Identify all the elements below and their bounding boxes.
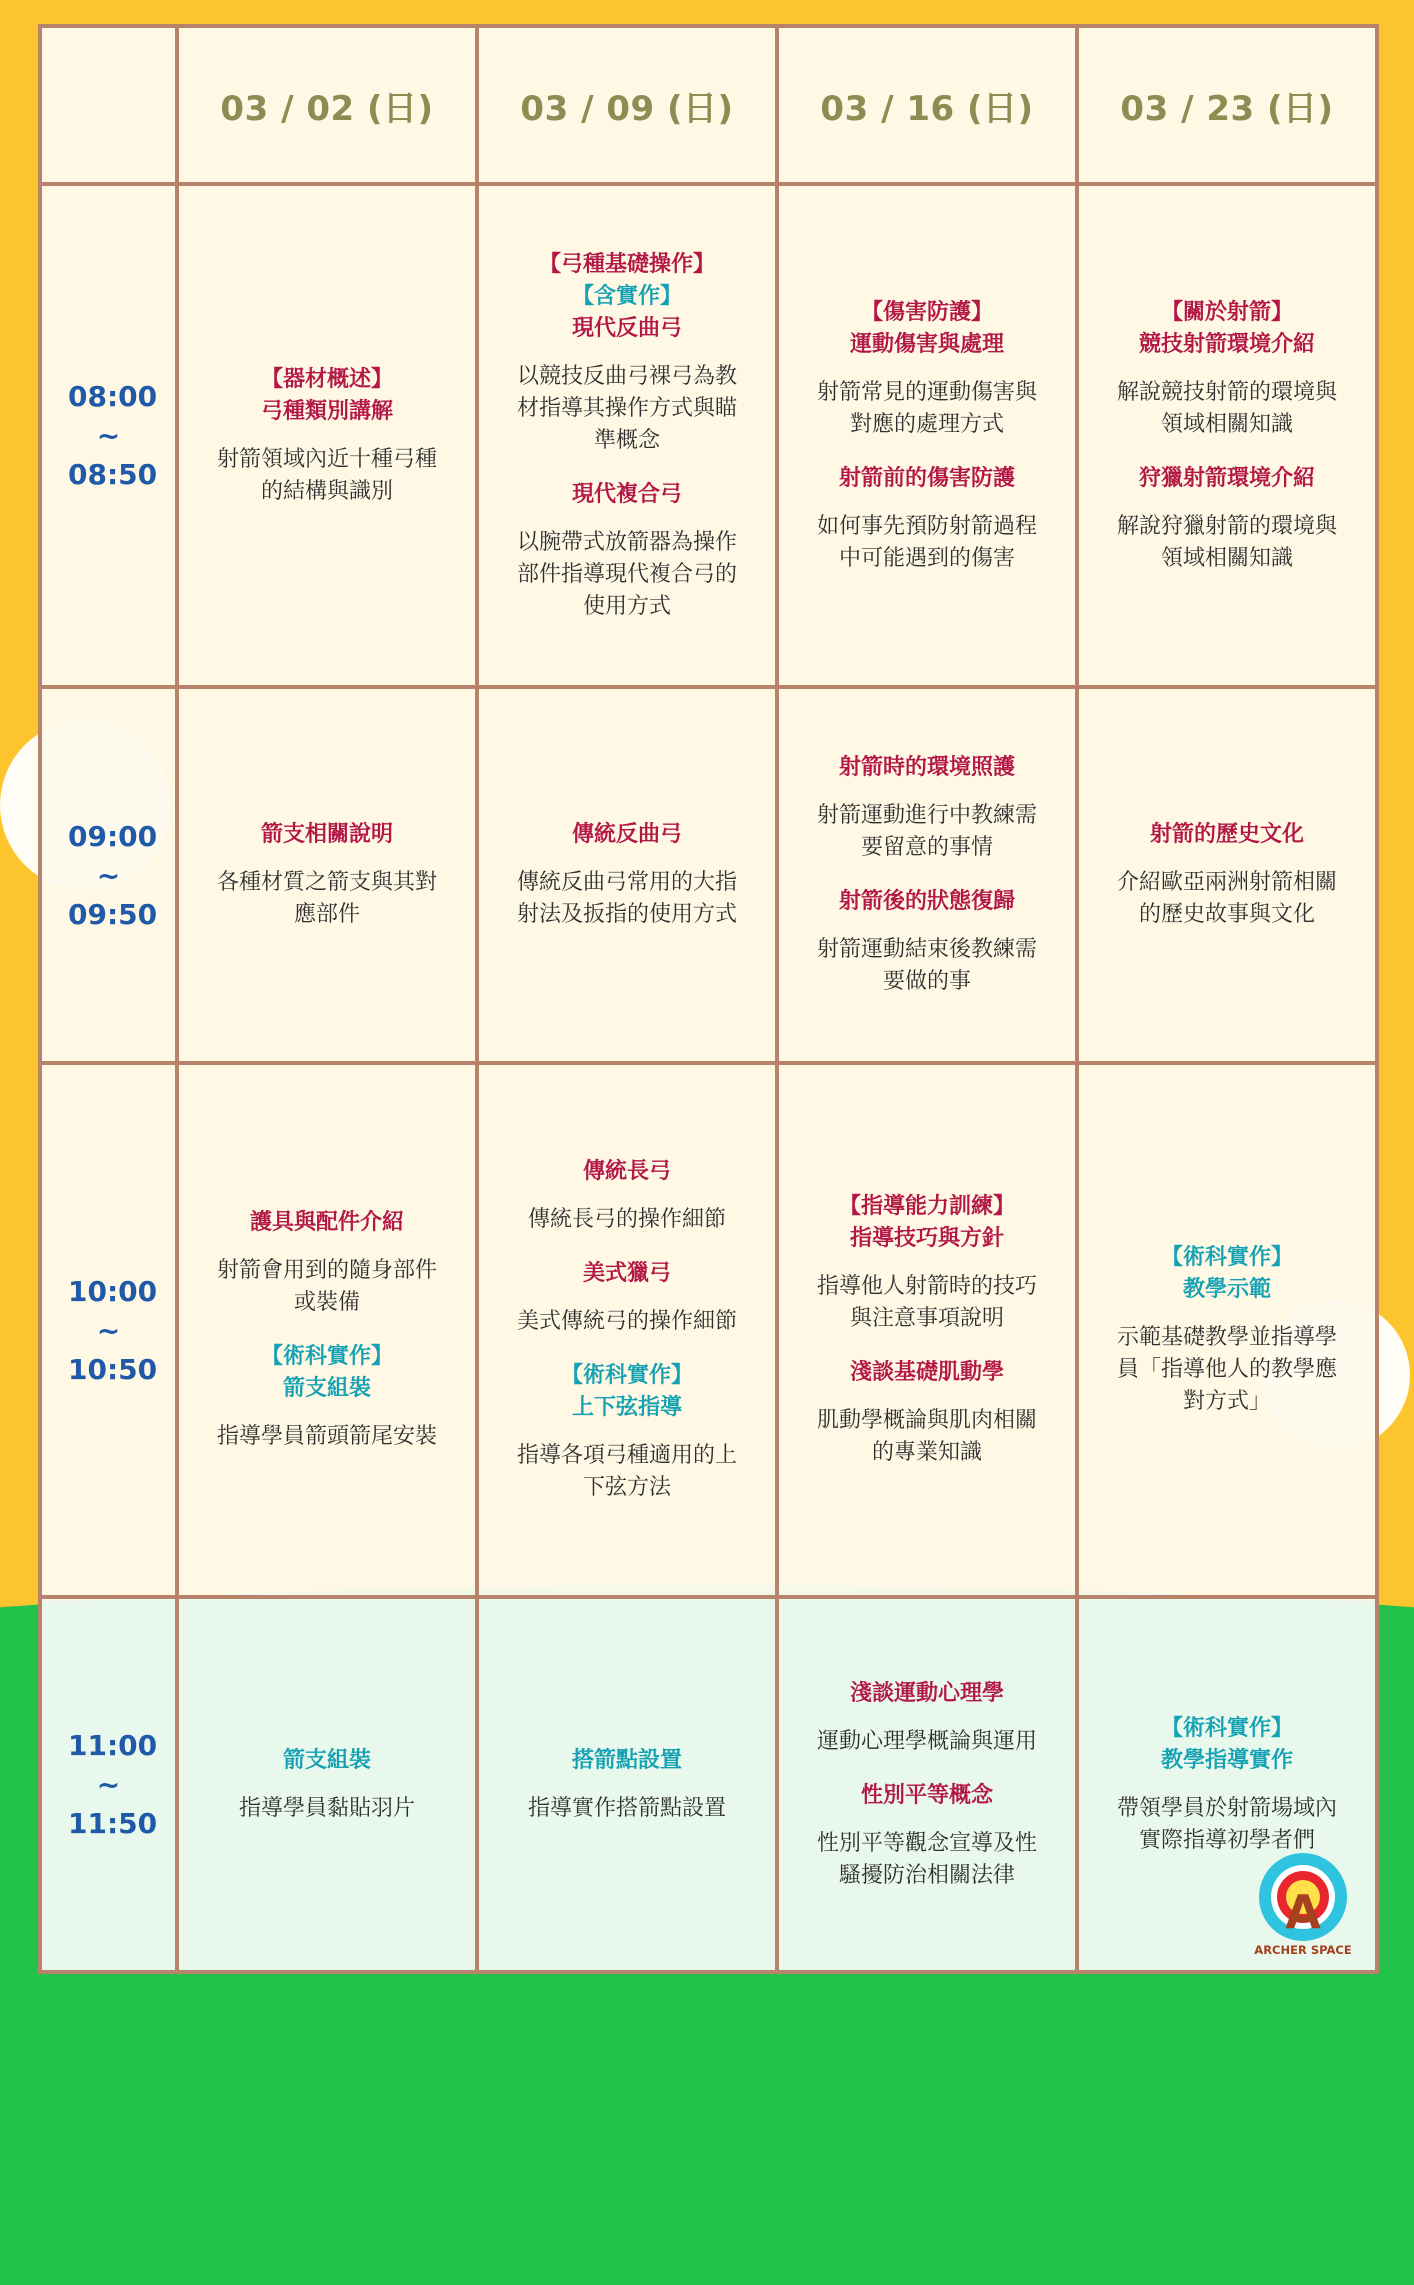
- time-cell: [40, 184, 177, 687]
- topic-description: [505, 361, 749, 457]
- session-topic: [805, 1191, 1049, 1335]
- topic-heading: 【術科實作】: [260, 1344, 393, 1369]
- topic-heading: 【傷害防護】: [860, 299, 993, 325]
- session-cell: [177, 687, 477, 1063]
- time-sep: ~: [96, 858, 121, 892]
- description-line: 的結構與識別: [260, 478, 393, 504]
- date-label: 03 / 02 (日): [220, 88, 434, 129]
- description-line: 帶領學員於射箭場域內: [1116, 1795, 1337, 1821]
- description-line: 應部件: [293, 902, 360, 927]
- description-line: 以競技反曲弓裸弓為教: [516, 363, 737, 389]
- topic-heading: 性別平等概念: [860, 1782, 993, 1808]
- topic-heading: 【器材概述】: [260, 366, 393, 392]
- description-line: 指導他人射箭時的技巧: [816, 1274, 1037, 1299]
- topic-description: [505, 867, 749, 931]
- topic-heading: 射箭時的環境照護: [838, 755, 1015, 780]
- description-line: 解說狩獵射箭的環境與: [1116, 513, 1337, 539]
- session-cell: [177, 1597, 477, 1972]
- topic-heading: 傳統反曲弓: [571, 822, 682, 847]
- topic-description: [805, 1271, 1049, 1335]
- topic-heading: 淺談運動心理學: [849, 1680, 1004, 1706]
- topic-heading: 射箭的歷史文化: [1149, 822, 1304, 847]
- session-cell: [477, 184, 777, 687]
- session-topic: [805, 1780, 1049, 1892]
- date-label: 03 / 09 (日): [520, 88, 734, 129]
- time-cell: [40, 687, 177, 1063]
- session-topic: [205, 1207, 449, 1319]
- description-line: 以腕帶式放箭器為操作: [516, 529, 737, 555]
- topic-heading: 教學示範: [1182, 1277, 1271, 1302]
- description-line: 各種材質之箭支與其對: [216, 870, 437, 895]
- description-line: 解說競技射箭的環境與: [1116, 379, 1337, 405]
- session-cell: [777, 687, 1077, 1063]
- session-topic: [1105, 297, 1349, 441]
- description-line: 傳統反曲弓常用的大指: [516, 870, 737, 895]
- description-line: 指導實作搭箭點設置: [527, 1795, 726, 1821]
- description-line: 材指導其操作方式與瞄: [516, 395, 737, 421]
- description-line: 介紹歐亞兩洲射箭相關: [1116, 870, 1337, 895]
- description-line: 傳統長弓的操作細節: [527, 1207, 726, 1232]
- description-line: 中可能遇到的傷害: [838, 545, 1015, 571]
- session-cell: [777, 1597, 1077, 1972]
- session-cell: [477, 1063, 777, 1597]
- topic-heading: 【術科實作】: [560, 1363, 693, 1388]
- session-cell: [1077, 687, 1377, 1063]
- topic-description: [1105, 1793, 1349, 1857]
- description-line: 運動心理學概論與運用: [816, 1728, 1037, 1754]
- description-line: 射法及扳指的使用方式: [516, 902, 737, 927]
- time-end: 08:50: [68, 458, 158, 491]
- topic-heading: 箭支相關說明: [260, 822, 393, 847]
- session-cell: [177, 184, 477, 687]
- description-line: 射箭運動結束後教練需: [816, 937, 1037, 962]
- time-sep: ~: [96, 1313, 121, 1347]
- session-topic: [805, 463, 1049, 575]
- topic-description: [805, 1405, 1049, 1469]
- topic-description: [205, 1421, 449, 1453]
- session-cell: [777, 1063, 1077, 1597]
- description-line: 指導學員黏貼羽片: [238, 1795, 415, 1821]
- description-line: 下弦方法: [582, 1475, 671, 1500]
- topic-heading: 淺談基礎肌動學: [849, 1360, 1004, 1385]
- session-topic: [805, 752, 1049, 864]
- topic-description: [1105, 511, 1349, 575]
- topic-heading: 護具與配件介紹: [249, 1210, 404, 1235]
- topic-heading: 射箭後的狀態復歸: [838, 889, 1015, 914]
- session-topic: [1105, 1713, 1349, 1857]
- topic-heading: 箭支組裝: [282, 1376, 371, 1401]
- corner-cell: [40, 26, 177, 184]
- topic-heading: 射箭前的傷害防護: [838, 465, 1015, 491]
- topic-heading: 傳統長弓: [582, 1159, 671, 1184]
- session-topic: [505, 1156, 749, 1236]
- description-line: 如何事先預防射箭過程: [816, 513, 1037, 539]
- session-topic: [505, 819, 749, 931]
- header-row: [40, 26, 1377, 184]
- topic-heading: 運動傷害與處理: [849, 331, 1004, 357]
- description-line: 射箭常見的運動傷害與: [816, 379, 1037, 405]
- description-line: 的歷史故事與文化: [1138, 902, 1315, 927]
- session-cell: [1077, 1063, 1377, 1597]
- date-header: [477, 26, 777, 184]
- description-line: 部件指導現代複合弓的: [516, 561, 737, 587]
- time-start: 11:00: [68, 1729, 158, 1762]
- topic-description: [805, 377, 1049, 441]
- session-cell: [177, 1063, 477, 1597]
- topic-heading: 競技射箭環境介紹: [1138, 331, 1315, 357]
- topic-description: [805, 1828, 1049, 1892]
- topic-heading: 【關於射箭】: [1160, 299, 1293, 325]
- topic-heading: 【術科實作】: [1160, 1715, 1293, 1741]
- time-cell: [40, 1597, 177, 1972]
- session-topic: [505, 479, 749, 623]
- topic-description: [505, 1306, 749, 1338]
- session-topic: [805, 1357, 1049, 1469]
- description-line: 肌動學概論與肌肉相關: [816, 1408, 1037, 1433]
- description-line: 實際指導初學者們: [1138, 1827, 1315, 1853]
- description-line: 指導各項弓種適用的上: [516, 1443, 737, 1468]
- topic-heading: 弓種類別講解: [260, 398, 393, 424]
- topic-heading: 教學指導實作: [1160, 1747, 1293, 1773]
- session-cell: [477, 687, 777, 1063]
- description-line: 示範基礎教學並指導學: [1116, 1325, 1337, 1350]
- date-header: [1077, 26, 1377, 184]
- topic-description: [505, 1440, 749, 1504]
- topic-description: [805, 511, 1049, 575]
- topic-heading: 搭箭點設置: [571, 1747, 682, 1773]
- archer-space-logo: [1248, 1850, 1358, 1960]
- session-topic: [505, 1745, 749, 1825]
- schedule-table: [38, 24, 1379, 1974]
- topic-description: [1105, 867, 1349, 931]
- topic-description: [505, 527, 749, 623]
- time-end: 11:50: [68, 1807, 158, 1840]
- topic-heading: 【指導能力訓練】: [838, 1194, 1015, 1219]
- time-end: 09:50: [68, 897, 158, 931]
- description-line: 對應的處理方式: [849, 411, 1004, 437]
- topic-description: [505, 1204, 749, 1236]
- time-cell: [40, 1063, 177, 1597]
- description-line: 美式傳統弓的操作細節: [516, 1309, 737, 1334]
- topic-heading: 【術科實作】: [1160, 1245, 1293, 1270]
- topic-heading: 【含實作】: [571, 283, 682, 309]
- session-topic: [205, 364, 449, 508]
- topic-heading: 指導技巧與方針: [849, 1226, 1004, 1251]
- session-topic: [1105, 819, 1349, 931]
- description-line: 射箭會用到的隨身部件: [216, 1258, 437, 1283]
- session-cell: [777, 184, 1077, 687]
- date-label: 03 / 23 (日): [1120, 88, 1334, 129]
- description-line: 與注意事項說明: [849, 1306, 1004, 1331]
- time-end: 10:50: [68, 1352, 158, 1386]
- topic-description: [205, 1255, 449, 1319]
- description-line: 準概念: [593, 427, 660, 453]
- topic-description: [805, 800, 1049, 864]
- description-line: 領域相關知識: [1160, 411, 1293, 437]
- time-sep: ~: [96, 1768, 121, 1801]
- topic-description: [505, 1793, 749, 1825]
- description-line: 要留意的事情: [860, 835, 993, 860]
- session-topic: [505, 1360, 749, 1504]
- description-line: 騷擾防治相關法律: [838, 1862, 1015, 1888]
- description-line: 對方式」: [1182, 1389, 1271, 1414]
- description-line: 射箭運動進行中教練需: [816, 803, 1037, 828]
- session-topic: [805, 1678, 1049, 1758]
- session-topic: [505, 249, 749, 457]
- time-sep: ~: [96, 419, 121, 452]
- topic-heading: 箭支組裝: [282, 1747, 371, 1773]
- description-line: 性別平等觀念宣導及性: [816, 1830, 1037, 1856]
- session-topic: [205, 1341, 449, 1453]
- time-start: 09:00: [68, 819, 158, 853]
- topic-description: [805, 1726, 1049, 1758]
- description-line: 使用方式: [582, 593, 671, 619]
- session-row: [40, 1597, 1377, 1972]
- session-topic: [505, 1258, 749, 1338]
- description-line: 指導學員箭頭箭尾安裝: [216, 1424, 437, 1449]
- session-topic: [1105, 463, 1349, 575]
- date-label: 03 / 16 (日): [820, 88, 1034, 129]
- topic-heading: 【弓種基礎操作】: [538, 251, 715, 277]
- topic-description: [205, 444, 449, 508]
- date-header: [177, 26, 477, 184]
- session-cell: [477, 1597, 777, 1972]
- date-header: [777, 26, 1077, 184]
- session-cell: [1077, 184, 1377, 687]
- topic-description: [805, 934, 1049, 998]
- topic-description: [1105, 1322, 1349, 1418]
- description-line: 射箭領域內近十種弓種: [216, 446, 437, 472]
- topic-heading: 現代反曲弓: [571, 315, 682, 341]
- session-row: [40, 1063, 1377, 1597]
- time-start: 10:00: [68, 1274, 158, 1308]
- session-row: [40, 184, 1377, 687]
- description-line: 領域相關知識: [1160, 545, 1293, 571]
- description-line: 員「指導他人的教學應: [1116, 1357, 1337, 1382]
- session-topic: [1105, 1242, 1349, 1418]
- session-topic: [805, 297, 1049, 441]
- topic-description: [205, 867, 449, 931]
- description-line: 要做的事: [882, 969, 971, 994]
- topic-heading: 狩獵射箭環境介紹: [1138, 465, 1315, 491]
- topic-description: [1105, 377, 1349, 441]
- session-row: [40, 687, 1377, 1063]
- logo-text: ARCHER SPACE: [1254, 1943, 1352, 1957]
- time-start: 08:00: [68, 380, 158, 413]
- topic-heading: 現代複合弓: [571, 481, 682, 507]
- description-line: 的專業知識: [871, 1440, 982, 1465]
- topic-heading: 美式獵弓: [582, 1261, 671, 1286]
- logo-letter: A: [1285, 1885, 1321, 1939]
- topic-description: [205, 1793, 449, 1825]
- session-topic: [205, 1745, 449, 1825]
- description-line: 或裝備: [293, 1290, 360, 1315]
- session-topic: [205, 819, 449, 931]
- session-topic: [805, 886, 1049, 998]
- topic-heading: 上下弦指導: [571, 1395, 682, 1420]
